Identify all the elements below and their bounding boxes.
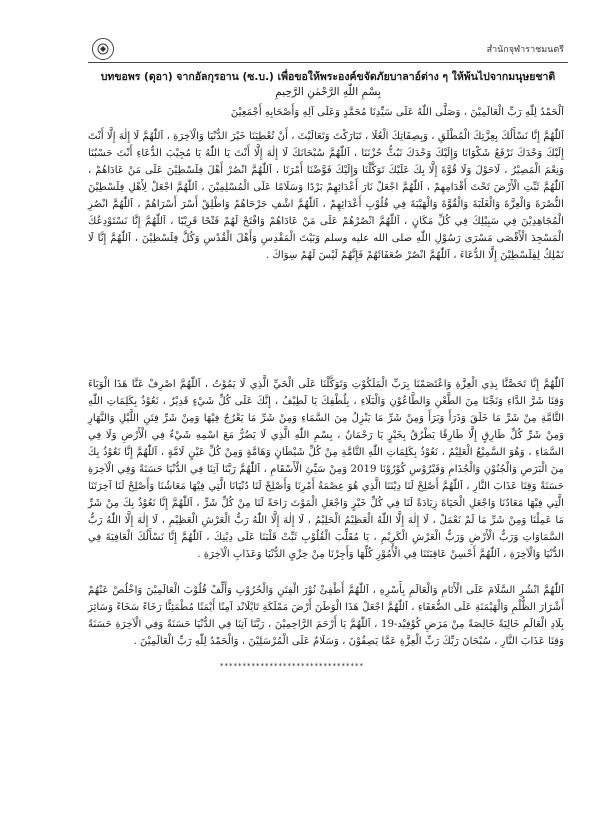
basmala: بِسْمِ اللّٰهِ الرَّحْمٰنِ الرَّحِيمِ — [275, 86, 381, 98]
end-marker: ******************************** — [220, 662, 364, 670]
paragraph-protection: اَللّٰهُمَّ إِنَّا تَحَصَّنَّا بِذِي الْعِزَّةِ وَاعْتَصَمْنَا بِرَبِّ الْمَلَكُوْتِ وَتَوَكَّلْنَا عَلَى الْحَيِّ الَّذِي لَا يَمُوْتُ ، اَللّٰهُمَّ اصْرِفْ عَنَّا هَذَا الْوَبَاءَ وَقِنَا شَرَّ الدَّاءِ وَنَجِّنَا مِنَ الطَّعْنِ وَالطَّاعُوْنِ وَالْبَلَاءِ ، بِلُطْفِكَ يَا لَطِيْفُ ، إِنَّكَ عَلَى كُلِّ شَيْءٍ قَدِيْرٌ ، نَعُوْذُ بِكَلِمَاتِ اللّٰهِ التَّامَّةِ مِنْ شَرِّ مَا خَلَقَ وَذَرَأَ وَبَرَأَ وَمِنْ شَرِّ مَا يَنْزِلُ مِنَ السَّمَاءِ وَمِنْ شَرِّ مَا يَعْرُجُ فِيْهَا وَمِنْ شَرِّ فِتَنِ اللَّيْلِ وَالنَّهَارِ وَمِنْ شَرِّ كُلِّ طَارِقٍ إِلَّا طَارِقًا يَطْرُقُ بِخَيْرٍ يَا رَحْمَانُ ، بِسْمِ اللّٰهِ الَّذِي لَا يَضُرُّ مَعَ اسْمِهِ شَيْءٌ فِي الْأَرْضِ وَلَا فِي السَّمَاءِ ، وَهُوَ السَّمِيْعُ الْعَلِيْمُ ، نَعُوْذُ بِكَلِمَاتِ اللّٰهِ التَّامَّةِ مِنْ كُلِّ شَيْطَانٍ وَهَامَّةٍ وَمِنْ كُلِّ عَيْنٍ لَامَّةٍ ، اَللّٰهُمَّ إِنَّا نَعُوْذُ بِكَ مِنَ الْبَرَصِ وَالْجُنُوْنِ وَالْجُذَامِ وَفَيْرُوْسِ كُوْرُوْنَا 2019 وَمِنْ سَيِّئِ الْأَسْقَامِ ، اَللّٰهُمَّ رَبَّنَا آتِنَا فِي الدُّنْيَا حَسَنَةً وَفِي الْآخِرَةِ حَسَنَةً وَقِنَا عَذَابَ النَّارِ ، اَللّٰهُمَّ أَصْلِحْ لَنَا دِيْنَنَا الَّذِي هُوَ عِصْمَةُ أَمْرِنَا وَأَصْلِحْ لَنَا دُنْيَانَا الَّتِي فِيْهَا مَعَاشُنَا وَأَصْلِحْ لَنَا آخِرَتَنَا الَّتِي فِيْهَا مَعَادُنَا وَاجْعَلِ الْحَيَاةَ زِيَادَةً لَنَا فِي كُلِّ خَيْرٍ وَاجْعَلِ الْمَوْتَ رَاحَةً لَنَا مِنْ كُلِّ شَرٍّ ، اَللّٰهُمَّ إِنَّا نَعُوْذُ بِكَ مِنْ شَرِّ مَا عَمِلْنَا وَمِنْ شَرِّ مَا لَمْ نَعْمَلْ ، لَا إِلٰهَ إِلَّا اللّٰهُ الْعَظِيْمُ الْحَلِيْمُ ، لَا إِلٰهَ إِلَّا اللّٰهُ رَبُّ الْعَرْشِ الْعَظِيْمِ ، لَا إِلٰهَ إِلَّا اللّٰهُ رَبُّ السَّمَاوَاتِ وَرَبُّ الْأَرْضِ وَرَبُّ الْعَرْشِ الْكَرِيْمِ ، يَا مُقَلِّبَ الْقُلُوْبِ ثَبِّتْ قَلْبَنَا عَلَى دِيْنِكَ ، اَللّٰهُمَّ إِنَّا نَسْأَلُكَ الْعَافِيَةَ فِي الدُّنْيَا وَالْآخِرَةِ ، اَللّٰهُمَّ أَحْسِنْ عَاقِبَتَنَا فِي الْأُمُوْرِ كُلِّهَا وَأَجِرْنَا مِنْ خِزْيِ الدُّنْيَا وَعَذَابِ الْآخِرَةِ . — [88, 379, 564, 560]
hamd-line: اَلْحَمْدُ لِلّٰهِ رَبِّ الْعَالَمِيْنَ ، وَصَلَّى اللّٰهُ عَلَى سَيِّدِنَا مُحَمَّدٍ وَعَلَى آلِهِ وَأَصْحَابِهِ أَجْمَعِيْنَ — [230, 107, 564, 118]
header-divider — [88, 62, 568, 63]
crest-icon — [92, 38, 114, 60]
paragraph-palestine: اَللّٰهُمَّ إِنَّا نَسْأَلُكَ بِعِزَّتِكَ الْمُطْلَقِ ، وَبِصِفَاتِكَ الْعُلَا ، تَبَارَكْتَ وَتَعَالَيْتَ ، أَنْ تُعْطِيَنَا خَيْرَ الدُّنْيَا وَالْآخِرَةِ ، اَللّٰهُمَّ لَا إِلٰهَ إِلَّا أَنْتَ إِلَيْكَ وَحْدَكَ نَرْفَعُ شَكْوَانَا وَإِلَيْكَ وَحْدَكَ نَبُثُّ حُزْنَنَا ، اَللّٰهُمَّ سُبْحَانَكَ لَا إِلٰهَ إِلَّا أَنْتَ يَا اللّٰهُ يَا مُجِيْبَ الدُّعَاءِ أَنْتَ حَسْبُنَا وَنِعْمَ الْمَصِيْرُ ، لَاحَوْلَ وَلَا قُوَّةَ إِلَّا بِكَ عَلَيْكَ تَوَكَّلْنَا وَإِلَيْكَ فَوَّضْنَا أَمْرَنَا ، اَللّٰهُمَّ انْصُرْ أَهْلَ فِلَسْطِيْنَ عَلَى مَنْ عَادَاهُمْ ، اَللّٰهُمَّ ثَبِّتِ الْأَرْضَ تَحْتَ أَقْدَامِهِمْ ، اَللّٰهُمَّ اجْعَلْ نَارَ أَعْدَائِهِمْ بَرْدًا وَسَلَامًا عَلَى الْمُسْلِمِيْنَ ، اَللّٰهُمَّ اجْعَلْ لِأَهْلِ فِلَسْطِيْنَ النُّصْرَةَ وَالْعِزَّةَ وَالْغَلَبَةَ وَالْقُوَّةَ وَالْهَيْبَةَ فِي قُلُوْبِ أَعْدَائِهِمْ ، اَللّٰهُمَّ اشْفِ جَرْحَاهُمْ وَاطْلِقْ أَسْرَ أَسْرَاهُمْ ، اَللّٰهُمَّ انْصُرِ الْمُجَاهِدِيْنَ فِي سَبِيْلِكَ فِي كُلِّ مَكَانٍ ، اَللّٰهُمَّ انْصُرْهُمْ عَلَى مَنْ عَادَاهُمْ وَافْتَحْ لَهُمْ فَتْحًا قَرِيْبًا ، اَللّٰهُمَّ إِنَّا نَسْتَوْدِعُكَ الْمَسْجِدَ الْأَقْصَى مَسْرَى رَسُوْلِ اللّٰهِ صلى الله عليه وسلم وَبَيْتَ الْمَقْدِسِ وَأَهْلَ الْقُدْسِ وَكُلَّ فِلَسْطِيْنَ ، اَللّٰهُمَّ إِنَّا لَا نَمْلِكُ لِفِلَسْطِيْنَ إِلَّا الدُّعَاءَ ، اَللّٰهُمَّ انْصُرْ ضُعَفَائَهُمْ فَإِنَّهُمْ لَيْسَ لَهُمْ سِوَاكَ . — [88, 131, 564, 261]
document-heading: บทขอพร (ดุอา) จากอัลกุรอาน (ซ.บ.) เพื่อขอให้พระองค์ขจัดภัยบาลาอ์ต่าง ๆ ให้พ้นไปจากมนุษยชาติ — [100, 71, 556, 83]
office-name: สำนักจุฬาราชมนตรี — [486, 45, 564, 55]
paragraph-peace: اَللّٰهُمَّ انْشُرِ السَّلَامَ عَلَى الْأَنَامِ وَالْعَالَمِ بِأَسْرِهِ ، اَللّٰهُمَّ أَطْفِئْ نُوْرَ الْفِتَنِ وَالْحُرُوْبِ وَأَلِّفْ قُلُوْبَ الْعَالَمِيْنَ وَاخْلُصْ عَنْهُمْ أَشْرَارَ الظُّلْمِ وَالْهَيْمَنَةِ عَلَى الضُّعَفَاءِ ، اَللّٰهُمَّ اجْعَلْ هَذَا الْوَطَنَ أَرْضَ مَمْلَكَةِ تَايْلَانْد آمِنًا أَيْمَنًا مُطْمَئِنًّا رَخَاءً سَخَاءً وَسَائِرَ بِلَادِ الْعَالَمِ خَالِيَةً خَالِصَةً مِنْ مَرَضِ كُوْفِيْد-19 ، اَللّٰهُمَّ يَا أَرْحَمَ الرَّاحِمِيْنَ ، رَبَّنَا آتِنَا فِي الدُّنْيَا حَسَنَةً وَفِي الْآخِرَةِ حَسَنَةً وَقِنَا عَذَابَ النَّارِ ، سُبْحَانَ رَبِّكَ رَبِّ الْعِزَّةِ عَمَّا يَصِفُوْنَ ، وَسَلَامٌ عَلَى الْمُرْسَلِيْنَ ، وَالْحَمْدُ لِلّٰهِ رَبِّ الْعَالَمِيْنَ . — [88, 585, 565, 647]
